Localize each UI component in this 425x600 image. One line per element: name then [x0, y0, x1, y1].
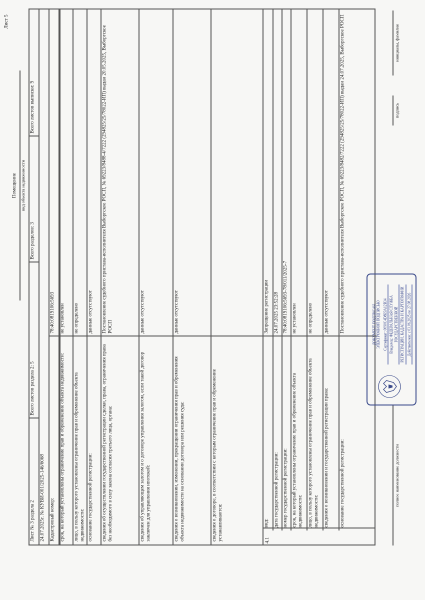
sheet-number: Лист № 3 раздела 2 — [29, 417, 38, 544]
cadastral-number: 78:40:0819106:5693 — [50, 291, 55, 333]
row-label: вид: — [263, 335, 272, 530]
row-label: сведения об осуществлении государственной регистрации сделки, права, ограничения права без необходимого в силу закона согласия третьего лица, органа: — [101, 335, 139, 544]
row-value: не установлен — [60, 302, 65, 333]
table-row — [86, 9, 101, 544]
row-value — [211, 9, 263, 336]
table-row — [272, 9, 282, 530]
row-value: данные отсутствуют — [88, 289, 93, 333]
table-row — [306, 9, 323, 530]
stamp-subtitle: ЭЛЕКТРОННОЙ ПОДПИСЬЮ — [376, 299, 381, 349]
total-sheets-extract: Всего листов выписки: 9 — [30, 80, 35, 133]
row-value: 24.07.2025 23:52:28 — [274, 291, 279, 333]
total-sheets-section: Всего листов раздела 2: 5 — [29, 261, 38, 418]
row-label: номер государственной регистрации: — [282, 335, 291, 530]
row-value: не установлен — [292, 302, 297, 333]
table-row — [322, 9, 339, 530]
table-row — [172, 9, 211, 544]
table-row — [263, 9, 272, 530]
sheet-label: Лист 5 — [4, 14, 9, 29]
object-title — [12, 70, 25, 300]
stamp-validity: Действителен: с 03.06.2025 по 27.08.2026 — [407, 284, 412, 364]
row-value: не определено — [74, 302, 79, 333]
total-sections: Всего разделов: 3 — [29, 135, 38, 262]
row-value: не определено — [308, 302, 313, 333]
row-value: Запрещение регистрации — [264, 279, 269, 333]
coat-of-arms-icon — [377, 374, 401, 398]
table-row — [281, 9, 291, 530]
row-label: основание государственной регистрации: — [339, 335, 376, 530]
table-row — [138, 9, 173, 544]
section-4-1 — [262, 9, 375, 544]
stamp-owner-cont: РЕГИСТРАЦИИ, КАДАСТРА И КАРТОГРАФИИ — [400, 284, 405, 364]
row-label: лицо, в пользу которого установлены ограничение прав и обременение объекта недвижимости: — [307, 335, 323, 530]
row-value: данные отсутствуют — [174, 289, 179, 333]
row-label: лицо, в пользу которого установлены ограничение прав и обременение объекта недвижимости: — [73, 335, 87, 544]
row-label: сведения о возникновении и государственной регистрации права: — [323, 335, 339, 530]
cadastral-label: Кадастровый номер: — [49, 335, 58, 544]
row-label: основание государственной регистрации: — [87, 335, 101, 544]
row-value: данные отсутствуют — [140, 289, 145, 333]
extract-header — [28, 8, 60, 545]
signature-caption: подпись — [394, 102, 399, 118]
row-label: сведения о договоре, в соответствии с которым ограничение прав и обременение устанавливаются: — [211, 335, 263, 544]
table-row — [72, 9, 87, 544]
name-caption: инициалы, фамилия — [394, 23, 399, 62]
position-caption: полное наименование должности — [394, 443, 399, 507]
stamp-certificate: Сертификат: 0090C4D8E9A12B34 — [383, 284, 388, 364]
table-row — [290, 9, 307, 530]
table-row — [210, 9, 263, 544]
row-value: Постановление судебного пристава-исполнителя Выборгское РОСП, № 69223/8482/7222 (294825/25/78022-ИП) выдан 24.07.2025, Выборгское РОСП — [340, 14, 345, 333]
row-label: сведения об управляющем залогом и о договоре управления залогом, если такой договор заключен для управления ипотекой: — [139, 335, 173, 544]
electronic-signature-stamp — [366, 273, 416, 405]
row-value: 78:40:0819106:5693-78/011/2025-7 — [283, 260, 288, 333]
row-value: Постановление судебного пристава-исполнителя Выборгское РОСП, № 69223/8488-4/7222 (294825/25/78022-ИП) выдан 20.05.2025, Выборгское РОСП — [102, 24, 114, 333]
stamp-title: ДОКУМЕНТ ПОДПИСАН — [372, 303, 376, 345]
object-type: Помещение — [12, 172, 17, 198]
encumbrance-table — [58, 8, 375, 545]
table-row — [338, 9, 376, 530]
row-value: данные отсутствуют — [324, 289, 329, 333]
object-type-caption: вид объекта недвижимости — [19, 70, 26, 300]
stamp-owner: Владелец: ФЕДЕРАЛЬНАЯ СЛУЖБА ГОСУДАРСТВЕННОЙ — [389, 284, 399, 364]
table-row — [58, 9, 73, 544]
section-number: 4.1 — [263, 527, 375, 544]
row-label: срок, на который установлены ограничение прав и обременение объекта недвижимости: — [59, 335, 73, 544]
extract-date: 24.07.2025г. № КУВИ-001/2025-146/6068 — [40, 453, 45, 541]
row-label: дата государственной регистрации: — [273, 335, 282, 530]
table-row — [100, 9, 139, 544]
row-label: срок, на который установлены ограничение прав и обременение объекта недвижимости: — [291, 335, 307, 530]
row-label: сведения о возникновении, изменении, прекращении ограничения прав и обременения объекта недвижимости на основании договора или решения суда: — [173, 335, 211, 544]
